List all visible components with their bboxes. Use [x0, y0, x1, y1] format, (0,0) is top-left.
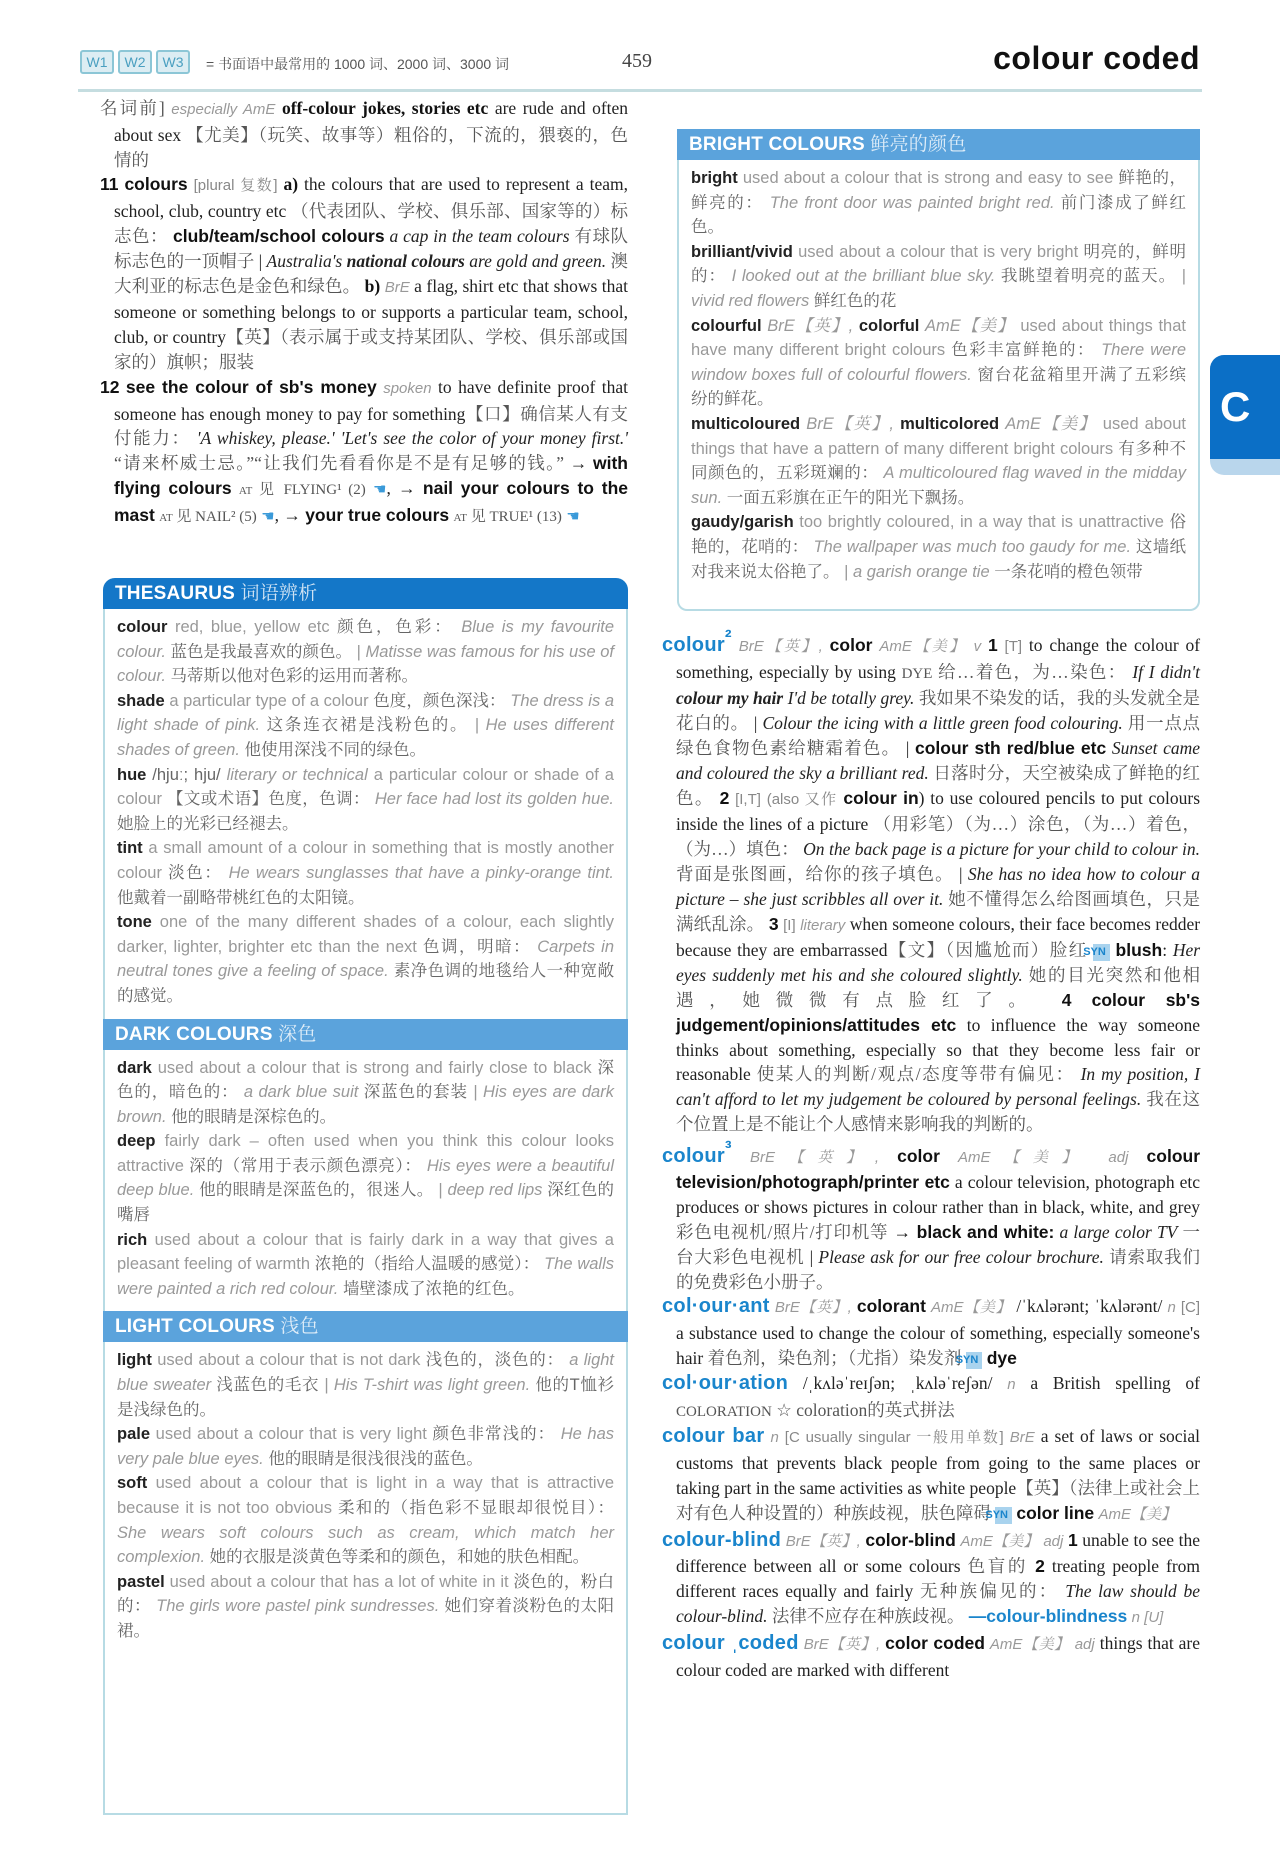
thesaurus-entries [105, 609, 626, 1013]
syn-badge: SYN [966, 1352, 983, 1369]
light-colours-entries [105, 1342, 626, 1647]
headword: col·our·ant [662, 1295, 770, 1318]
thesaurus-entry-shade: shade a particular type of a colour 色度，颜色深浅： The dress is a light shade of pink. 这条连衣裙是浅粉色的。 | He uses different shades of green. 他使用深浅不同的绿色。 [117, 691, 615, 759]
light-colours-title: LIGHT COLOURS 浅色 [103, 1311, 628, 1342]
cross-ref-link[interactable]: with flying colours [114, 453, 628, 498]
headword: colour bar [662, 1425, 765, 1448]
dark-entry-deep: deep fairly dark – often used when you think this colour looks attractive 深的（常用于表示颜色漂亮）： His eyes were a beautiful deep blue. 他的眼睛是深蓝色的，很迷人。 | deep red lips 深红色的嘴唇 [117, 1132, 614, 1225]
sense-11: 11 colours [plural 复数] a) the colours that are used to represent a team, school, club, country etc （代表团队、学校、俱乐部、国家等的）标志色： club/team/school colours a cap in the team colours 有球队标志色的一顶帽子 | Australia's national colours are gold and green. 澳大利亚的标志色是金色和绿色。 b) BrE a flag, shirt etc that shows that someone or something belongs to or supports a particular team, school, club, or country【英】（表示属于或支持某团队、学校、俱乐部或国家的）旗帜；服装 [100, 174, 629, 372]
left-column [100, 96, 628, 530]
pointing-hand-icon: ☚ [566, 506, 580, 525]
light-entry-soft: soft used about a colour that is light in a way that is attractive because it is not too obvious 柔和的（指色彩不显眼却很悦目）： She wears soft colours such as cream, which match her complexion. 她的衣服是淡黄色等柔和的颜色，和她的肤色相配。 [117, 1474, 615, 1567]
headword: colour ˌcoded [662, 1631, 799, 1654]
frequency-badges [80, 50, 190, 74]
thesaurus-box-title: THESAURUS 词语辨析 [103, 578, 628, 609]
entry-colouration: col·our·ation /ˌkʌləˈreɪʃən; ˌkʌləˈreʃən/ n a British spelling of COLORATION ☆ coloration的英式拼法 [662, 1371, 1201, 1420]
cross-ref-link[interactable]: your true colours [305, 504, 450, 525]
headword: colour [662, 633, 725, 656]
cross-ref-link[interactable]: → black and white: [893, 1221, 1055, 1242]
right-column [662, 626, 1200, 1682]
entry-colour-3: colour$^{^3}$ BrE【英】, color AmE【美】 adj colour television/photograph/printer etc a colour television, photograph etc produces or shows pictures in colour rather than in black, white, and grey 彩色电视机/照片/打印机等 → black and white: a large color TV 一台大彩色电视机 | Please ask for our free colour brochure. 请索取我们的免费彩色小册子。 [662, 1137, 1201, 1292]
entry-colour-blind: colour-blind BrE【英】, color-blind AmE【美】 adj 1 unable to see the difference between all or some colours 色盲的 2 treating people from different races equally and fairly 无种族偏见的： The law should be colour-blind. 法律不应存在种族歧视。 —colour-blindness n [U] [662, 1528, 1201, 1626]
bright-entry-colourful: colourful BrE【英】, colorful AmE【美】 used about things that have many different bright colours 色彩丰富鲜艳的： There were window boxes full of colourful flowers. 窗台花盆箱里开满了五彩缤纷的鲜花。 [691, 316, 1187, 409]
bright-colours-entries [679, 160, 1198, 588]
entry-colourant: col·our·ant BrE【英】, colorant AmE【美】 /ˈkʌlərənt; ˈkʌlərənt/ n [C] a substance used to change the colour of something, especially someone's hair 着色剂，染色剂；（尤指）染发剂 SYN dye [662, 1295, 1201, 1368]
bright-colours-box [677, 129, 1200, 611]
page-number: 459 [622, 50, 652, 72]
cross-ref-link[interactable]: nail your colours to the mast [114, 477, 628, 525]
thesaurus-entry-tone: tone one of the many different shades of a colour, each slightly darker, lighter, brighter etc than the next 色调，明暗： Carpets in neutral tones give a feeling of space. 素净色调的地毯给人一种宽敞的感觉。 [117, 913, 615, 1005]
dark-colours-entries [105, 1050, 626, 1306]
pointing-hand-icon: ☚ [373, 479, 387, 498]
page-header [78, 40, 1202, 92]
w2-badge: W2 [118, 50, 152, 74]
syn-badge: SYN [1093, 944, 1110, 961]
light-entry-pale: pale used about a colour that is very light 颜色非常浅的： He has very pale blue eyes. 他的眼睛是很浅很浅的蓝色。 [117, 1425, 615, 1468]
entry-colour-2: colour$^{^2}$ BrE【英】, color AmE【美】 v 1 [T] to change the colour of something, especially by using DYE 给…着色，为…染色： If I didn't colour my hair I'd be totally grey. 我如果不染发的话，我的头发就全是花白的。 | Colour the icing with a little green food colouring. 用一点点绿色食物色素给糖霜着色。 | colour sth red/blue etc Sunset came and coloured the sky a brilliant red. 日落时分，天空被染成了鲜艳的红色。 2 [I,T] (also 又作 colour in) to use coloured pencils to put colours inside the lines of a picture （用彩笔）（为…）涂色，（为…）着色，（为…）填色： On the back page is a picture for your child to colour in. 背面是张图画，给你的孩子填色。 | She has no idea how to colour a picture – she just scribbles all over it. 她不懂得怎么给图画填色，只是满纸乱涂。 3 [I] literary when someone colours, their face becomes redder because they are embarrassed【文】（因尴尬而）脸红 SYN blush: Her eyes suddenly met his and she coloured slightly. 她的目光突然和他相遇，她微微有点脸红了。 4 colour sb's judgement/opinions/attitudes etc to influence the way someone thinks about something, especially so that they become less fair or reasonable 使某人的判断/观点/态度等带有偏见： In my position, I can't afford to let my judgement be coloured by personal feelings. 我在这个位置上是不能让个人感情来影响我的判断的。 [662, 627, 1201, 1134]
alphabet-thumb-tab [1210, 355, 1280, 475]
headword: colour-blind [662, 1528, 782, 1551]
headword: col·our·ation [662, 1371, 789, 1394]
entry-colour-coded: colour ˌcoded BrE【英】, color coded AmE【美】 adj things that are colour coded are marked with different [662, 1631, 1201, 1680]
light-entry-light: light used about a colour that is not dark 浅色的，淡色的： a light blue sweater 浅蓝色的毛衣 | His T-shirt was light green. 他的T恤衫是浅绿色的。 [117, 1351, 615, 1419]
bright-entry-multicoloured: multicoloured BrE【英】, multicolored AmE【美】 used about things that have a pattern of many different bright colours 有多种不同颜色的，五彩斑斓的： A multicoloured flag waved in the midday sun. 一面五彩旗在正午的阳光下飘扬。 [691, 414, 1186, 507]
thumb-tab-letter: C [1210, 355, 1280, 459]
cross-ref-link[interactable]: COLORATION [676, 1403, 772, 1420]
bright-entry-brilliant-vivid: brilliant/vivid used about a colour that is very bright 明亮的，鲜明的： I looked out at the brilliant blue sky. 我眺望着明亮的蓝天。 | vivid red flowers 鲜红色的花 [691, 242, 1187, 310]
dark-colours-title: DARK COLOURS 深色 [103, 1019, 628, 1050]
sense-12: 12 see the colour of sb's money spoken to have definite proof that someone has enough money to pay for something【口】确信某人有支付能力： 'A whiskey, please.' 'Let's see the color of your money first.' “请来杯威士忌。”“让我们先看看你是不是有足够的钱。” → with flying colours at 见 FLYING¹ (2) ☚, → nail your colours to the mast at 见 NAIL² (5) ☚, → your true colours at 见 TRUE¹ (13) ☚ [100, 376, 629, 525]
bright-colours-title: BRIGHT COLOURS 鲜亮的颜色 [677, 129, 1200, 160]
bright-entry-bright: bright used about a colour that is strong and easy to see 鲜艳的，鲜亮的： The front door was painted bright red. 前门漆成了鲜红色。 [691, 169, 1187, 237]
pointing-hand-icon: ☚ [261, 506, 275, 525]
w3-badge: W3 [156, 50, 190, 74]
w1-badge: W1 [80, 50, 114, 74]
sense-10-continuation: 名词前] especially AmE off-colour jokes, stories etc are rude and often about sex 【尤美】（玩笑、故事等）粗俗的，下流的，猥亵的，色情的 [100, 98, 629, 170]
running-head: colour coded [993, 40, 1200, 76]
thesaurus-entry-colour: colour red, blue, yellow etc 颜色，色彩： Blue is my favourite colour. 蓝色是我最喜欢的颜色。 | Matisse was famous for his use of colour. 马蒂斯以他对色彩的运用而著称。 [117, 618, 615, 686]
bright-entry-gaudy-garish: gaudy/garish too brightly coloured, in a way that is unattractive 俗艳的，花哨的： The wallpaper was much too gaudy for me. 这墙纸对我来说太俗艳了。 | a garish orange tie 一条花哨的橙色领带 [691, 513, 1187, 581]
headword: colour [662, 1144, 725, 1167]
light-entry-pastel: pastel used about a colour that has a lot of white in it 淡色的，粉白的： The girls wore pastel pink sundresses. 她们穿着淡粉色的太阳裙。 [117, 1572, 615, 1640]
syn-badge: SYN [995, 1507, 1012, 1524]
entry-colour-bar: colour bar n [C usually singular 一般用单数] BrE a set of laws or social customs that prevents black people from going to the same places or taking part in the same activities as white people【英】（法律上或社会上对有色人种设置的）种族歧视，肤色障碍 SYN color line AmE【美】 [662, 1425, 1201, 1523]
frequency-note: = 书面语中最常用的 1000 词、2000 词、3000 词 [206, 56, 510, 72]
dark-entry-dark: dark used about a colour that is strong and fairly close to black 深色的，暗色的： a dark blue suit 深蓝色的套装 | His eyes are dark brown. 他的眼睛是深棕色的。 [117, 1058, 615, 1126]
thesaurus-entry-tint: tint a small amount of a colour in something that is mostly another colour 淡色： He wears sunglasses that have a pinky-orange tint. 他戴着一副略带桃红色的太阳镜。 [117, 839, 614, 907]
thesaurus-box [103, 578, 628, 1815]
dark-entry-rich: rich used about a colour that is fairly dark in a way that gives a pleasant feeling of warmth 浓艳的（指给人温暖的感觉）： The walls were painted a rich red colour. 墙壁漆成了浓艳的红色。 [117, 1230, 614, 1298]
thesaurus-entry-hue: hue /hjuː; hju/ literary or technical a particular colour or shade of a colour 【文或术语】色度，色调： Her face had lost its golden hue. 她脸上的光彩已经褪去。 [117, 765, 614, 833]
